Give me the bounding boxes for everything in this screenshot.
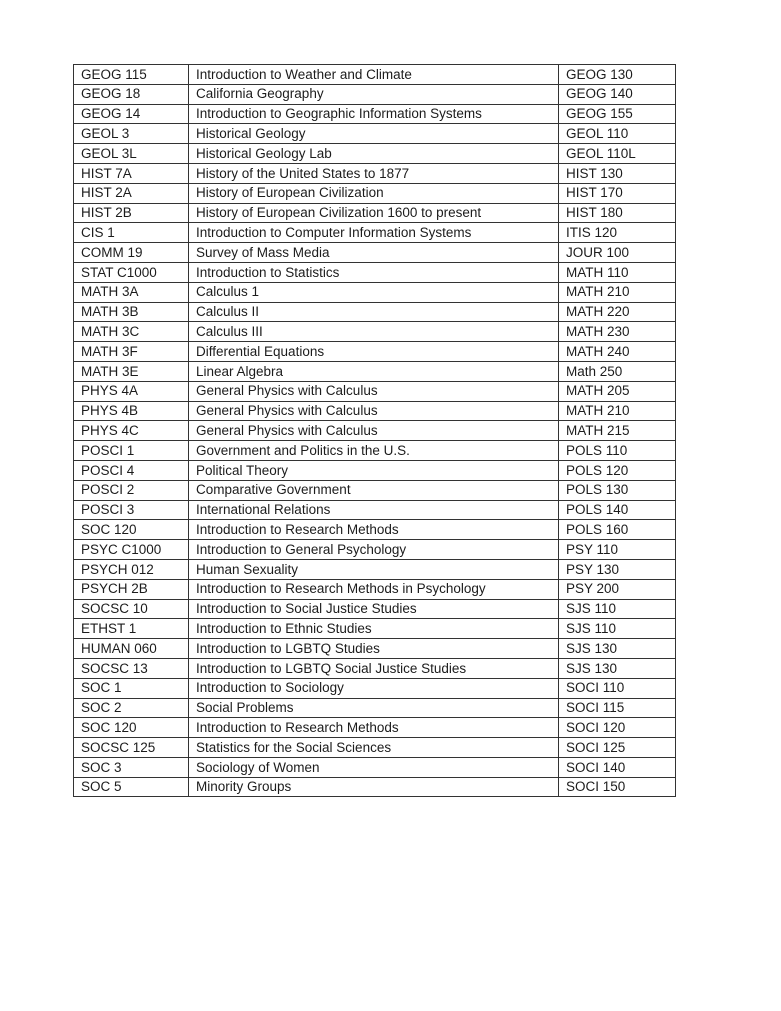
equivalent-code-cell: SOCI 140: [559, 757, 676, 777]
course-code-cell: SOCSC 10: [74, 599, 189, 619]
table-row: [74, 322, 676, 342]
course-code-cell: PSYCH 012: [74, 559, 189, 579]
course-title-cell: Introduction to Research Methods in Psychology: [189, 579, 559, 599]
course-code-cell: MATH 3A: [74, 282, 189, 302]
table-row: [74, 65, 676, 85]
table-row: [74, 698, 676, 718]
course-code-cell: SOC 1: [74, 678, 189, 698]
equivalent-code-cell: SOCI 120: [559, 718, 676, 738]
table-row: [74, 460, 676, 480]
course-title-cell: Comparative Government: [189, 480, 559, 500]
table-row: [74, 262, 676, 282]
course-title-cell: Introduction to Computer Information Systems: [189, 223, 559, 243]
course-code-cell: SOC 3: [74, 757, 189, 777]
course-code-cell: HIST 2B: [74, 203, 189, 223]
course-title-cell: Introduction to LGBTQ Social Justice Studies: [189, 658, 559, 678]
course-code-cell: GEOG 18: [74, 84, 189, 104]
table-row: [74, 599, 676, 619]
table-row: [74, 183, 676, 203]
course-title-cell: Differential Equations: [189, 342, 559, 362]
equivalent-code-cell: PSY 130: [559, 559, 676, 579]
course-title-cell: Sociology of Women: [189, 757, 559, 777]
course-title-cell: General Physics with Calculus: [189, 421, 559, 441]
course-title-cell: Calculus 1: [189, 282, 559, 302]
equivalent-code-cell: POLS 130: [559, 480, 676, 500]
table-row: [74, 421, 676, 441]
course-code-cell: SOC 120: [74, 520, 189, 540]
course-code-cell: SOCSC 125: [74, 738, 189, 758]
course-table-body: [74, 65, 676, 797]
equivalent-code-cell: Math 250: [559, 361, 676, 381]
table-row: [74, 342, 676, 362]
equivalent-code-cell: GEOL 110: [559, 124, 676, 144]
equivalent-code-cell: MATH 220: [559, 302, 676, 322]
table-row: [74, 500, 676, 520]
table-row: [74, 401, 676, 421]
table-row: [74, 361, 676, 381]
course-code-cell: PSYC C1000: [74, 540, 189, 560]
equivalent-code-cell: MATH 205: [559, 381, 676, 401]
course-title-cell: General Physics with Calculus: [189, 401, 559, 421]
course-code-cell: PSYCH 2B: [74, 579, 189, 599]
equivalent-code-cell: SJS 130: [559, 658, 676, 678]
course-code-cell: GEOL 3L: [74, 144, 189, 164]
course-title-cell: Introduction to Statistics: [189, 262, 559, 282]
table-row: [74, 223, 676, 243]
equivalent-code-cell: GEOL 110L: [559, 144, 676, 164]
equivalent-code-cell: HIST 170: [559, 183, 676, 203]
table-row: [74, 540, 676, 560]
course-title-cell: History of European Civilization 1600 to present: [189, 203, 559, 223]
table-row: [74, 658, 676, 678]
course-title-cell: Minority Groups: [189, 777, 559, 797]
table-row: [74, 559, 676, 579]
course-code-cell: HIST 2A: [74, 183, 189, 203]
course-title-cell: History of the United States to 1877: [189, 163, 559, 183]
table-row: [74, 520, 676, 540]
table-row: [74, 718, 676, 738]
equivalent-code-cell: GEOG 155: [559, 104, 676, 124]
course-title-cell: Introduction to General Psychology: [189, 540, 559, 560]
table-row: [74, 738, 676, 758]
course-title-cell: Linear Algebra: [189, 361, 559, 381]
equivalent-code-cell: GEOG 130: [559, 65, 676, 85]
course-code-cell: POSCI 1: [74, 441, 189, 461]
equivalent-code-cell: POLS 120: [559, 460, 676, 480]
table-row: [74, 441, 676, 461]
table-row: [74, 144, 676, 164]
course-code-cell: MATH 3E: [74, 361, 189, 381]
course-code-cell: MATH 3F: [74, 342, 189, 362]
course-code-cell: COMM 19: [74, 243, 189, 263]
course-title-cell: Introduction to Geographic Information Systems: [189, 104, 559, 124]
course-title-cell: Introduction to LGBTQ Studies: [189, 639, 559, 659]
course-title-cell: Introduction to Sociology: [189, 678, 559, 698]
course-code-cell: MATH 3C: [74, 322, 189, 342]
equivalent-code-cell: HIST 130: [559, 163, 676, 183]
course-code-cell: STAT C1000: [74, 262, 189, 282]
table-row: [74, 302, 676, 322]
equivalent-code-cell: SJS 110: [559, 619, 676, 639]
course-code-cell: GEOG 14: [74, 104, 189, 124]
course-code-cell: SOCSC 13: [74, 658, 189, 678]
course-code-cell: POSCI 4: [74, 460, 189, 480]
table-row: [74, 203, 676, 223]
course-title-cell: California Geography: [189, 84, 559, 104]
table-row: [74, 84, 676, 104]
equivalent-code-cell: SOCI 150: [559, 777, 676, 797]
course-code-cell: CIS 1: [74, 223, 189, 243]
equivalent-code-cell: POLS 140: [559, 500, 676, 520]
table-row: [74, 124, 676, 144]
course-code-cell: HIST 7A: [74, 163, 189, 183]
table-row: [74, 381, 676, 401]
equivalent-code-cell: MATH 210: [559, 401, 676, 421]
course-title-cell: General Physics with Calculus: [189, 381, 559, 401]
equivalent-code-cell: GEOG 140: [559, 84, 676, 104]
table-row: [74, 163, 676, 183]
course-code-cell: MATH 3B: [74, 302, 189, 322]
equivalent-code-cell: SOCI 125: [559, 738, 676, 758]
course-title-cell: Government and Politics in the U.S.: [189, 441, 559, 461]
equivalent-code-cell: SOCI 115: [559, 698, 676, 718]
equivalent-code-cell: ITIS 120: [559, 223, 676, 243]
course-code-cell: POSCI 2: [74, 480, 189, 500]
course-code-cell: PHYS 4C: [74, 421, 189, 441]
table-row: [74, 243, 676, 263]
table-row: [74, 678, 676, 698]
course-code-cell: ETHST 1: [74, 619, 189, 639]
table-row: [74, 639, 676, 659]
course-title-cell: Introduction to Ethnic Studies: [189, 619, 559, 639]
table-row: [74, 104, 676, 124]
equivalent-code-cell: HIST 180: [559, 203, 676, 223]
equivalent-code-cell: POLS 110: [559, 441, 676, 461]
course-title-cell: Introduction to Weather and Climate: [189, 65, 559, 85]
table-row: [74, 619, 676, 639]
course-title-cell: International Relations: [189, 500, 559, 520]
course-code-cell: GEOL 3: [74, 124, 189, 144]
course-title-cell: Calculus II: [189, 302, 559, 322]
course-code-cell: PHYS 4B: [74, 401, 189, 421]
course-code-cell: HUMAN 060: [74, 639, 189, 659]
course-code-cell: GEOG 115: [74, 65, 189, 85]
course-code-cell: SOC 2: [74, 698, 189, 718]
equivalent-code-cell: MATH 230: [559, 322, 676, 342]
course-title-cell: Introduction to Social Justice Studies: [189, 599, 559, 619]
course-code-cell: POSCI 3: [74, 500, 189, 520]
table-row: [74, 757, 676, 777]
course-title-cell: Human Sexuality: [189, 559, 559, 579]
course-title-cell: Political Theory: [189, 460, 559, 480]
equivalent-code-cell: POLS 160: [559, 520, 676, 540]
equivalent-code-cell: PSY 200: [559, 579, 676, 599]
course-title-cell: Social Problems: [189, 698, 559, 718]
equivalent-code-cell: MATH 110: [559, 262, 676, 282]
course-equivalency-table: [73, 64, 676, 797]
course-title-cell: Historical Geology: [189, 124, 559, 144]
equivalent-code-cell: PSY 110: [559, 540, 676, 560]
equivalent-code-cell: JOUR 100: [559, 243, 676, 263]
course-title-cell: Introduction to Research Methods: [189, 520, 559, 540]
course-code-cell: PHYS 4A: [74, 381, 189, 401]
equivalent-code-cell: MATH 210: [559, 282, 676, 302]
table-row: [74, 579, 676, 599]
course-code-cell: SOC 120: [74, 718, 189, 738]
equivalent-code-cell: SJS 110: [559, 599, 676, 619]
equivalent-code-cell: MATH 240: [559, 342, 676, 362]
table-row: [74, 777, 676, 797]
course-title-cell: Survey of Mass Media: [189, 243, 559, 263]
course-title-cell: Introduction to Research Methods: [189, 718, 559, 738]
course-title-cell: Historical Geology Lab: [189, 144, 559, 164]
course-title-cell: History of European Civilization: [189, 183, 559, 203]
course-title-cell: Statistics for the Social Sciences: [189, 738, 559, 758]
equivalent-code-cell: SOCI 110: [559, 678, 676, 698]
course-code-cell: SOC 5: [74, 777, 189, 797]
table-row: [74, 282, 676, 302]
table-row: [74, 480, 676, 500]
course-title-cell: Calculus III: [189, 322, 559, 342]
equivalent-code-cell: MATH 215: [559, 421, 676, 441]
equivalent-code-cell: SJS 130: [559, 639, 676, 659]
